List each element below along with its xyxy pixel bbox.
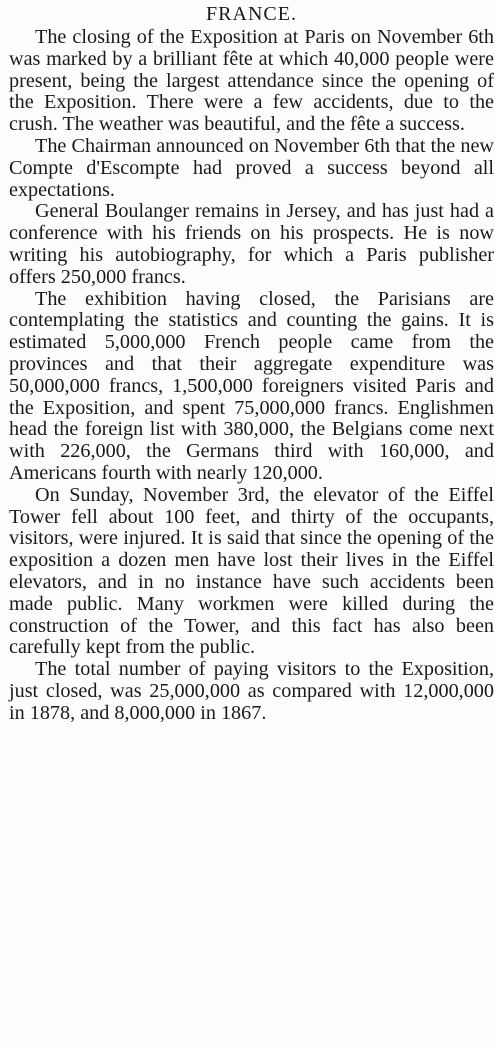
paragraph-eiffel-elevator: On Sunday, November 3rd, the elevator of the Eiffel Tower fell about 100 feet, and thirty of the occupants, visitors, were injured. It is said that since the opening of the exposition a dozen men have lost their lives in the Eiffel elevators, and in no instance have such accidents been made public. Many workmen were killed during the construction of the Tower, and this fact has also been carefully kept from the public. bbox=[9, 483, 494, 659]
paragraph-compte-escompte: The Chairman announced on November 6th that the new Compte d'Escompte had proved a success beyond all expectations. bbox=[9, 134, 494, 201]
article-heading: FRANCE. bbox=[206, 3, 297, 25]
paragraph-exhibition-statistics: The exhibition having closed, the Parisians are contemplating the statistics and counting the gains. It is estimated 5,000,000 French people came from the provinces and that their aggregate expenditure was 50,000,000 francs, 1,500,000 foreigners visited Paris and the Exposition, and spent 75,000,000 francs. Englishmen head the foreign list with 380,000, the Belgians come next with 226,000, the Germans third with 160,000, and Americans fourth with nearly 120,000. bbox=[9, 287, 494, 484]
paragraph-exposition-closing: The closing of the Exposition at Paris on November 6th was marked by a brilliant fête at which 40,000 people were present, being the largest attendance since the opening of the Exposition. There were a few accidents, due to the crush. The weather was beautiful, and the fête a success. bbox=[9, 26, 494, 136]
article-column bbox=[9, 3, 494, 725]
paragraph-boulanger: General Boulanger remains in Jersey, and has just had a conference with his friends on his prospects. He is now writing his autobiography, for which a Paris publisher offers 250,000 francs. bbox=[9, 200, 494, 288]
paragraph-paying-visitors: The total number of paying visitors to the Exposition, just closed, was 25,000,000 as compared with 12,000,000 in 1878, and 8,000,000 in 1867. bbox=[9, 658, 494, 724]
